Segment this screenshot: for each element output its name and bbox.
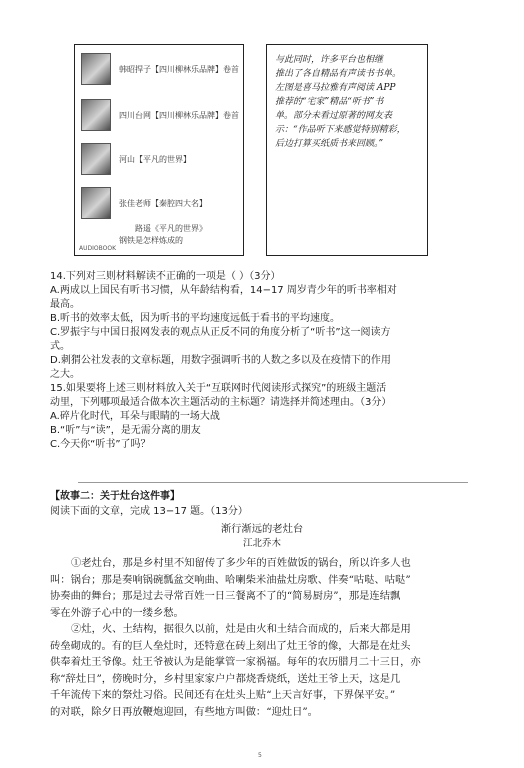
option-c-cont: 式。 bbox=[50, 341, 70, 352]
paragraph-line: 砖垒砌成的。有的巨人垒灶时，还特意在砖上刻出了灶王爷的像，大都是在灶头 bbox=[50, 639, 411, 652]
paragraph-line: 协奏曲的舞台；那是过去寻常百姓一日三餐离不了的“简易厨房”，那是连结飘 bbox=[50, 590, 401, 602]
book-title: 河山【平凡的世界】 bbox=[119, 154, 191, 164]
paragraph-line: 叫：锅台；那是奏响锅碗瓢盆交响曲、哈喇柴米油盐灶房歌、伴奏“咕哒、咕哒” bbox=[50, 573, 411, 586]
paragraph-line: 千年流传下来的祭灶习俗。民间还有在灶头上贴“上天言好事，下界保平安。” bbox=[50, 689, 396, 701]
option-a: A.两成以上国民有听书习惯，从年龄结构看，14−17 周岁青少年的听书率相对 bbox=[50, 285, 397, 296]
book-cover-icon bbox=[81, 143, 111, 175]
book-cover-icon bbox=[81, 187, 111, 219]
list-item bbox=[81, 139, 191, 179]
box-line: 单。部分未看过原著的网友表 bbox=[275, 111, 393, 121]
option-b: B.“听”与“读”，是无需分离的朋友 bbox=[50, 425, 201, 436]
option-b: B.听书的效率太低，因为听书的平均速度远低于看书的平均速度。 bbox=[50, 313, 341, 324]
question-15: 15.如果要将上述三则材料放入关于“互联网时代阅读形式探究”的班级主题活 bbox=[50, 383, 387, 394]
paragraph-line: 称“辞灶日”，傍晚时分，乡村里家家户户都烧香烧纸，送灶王爷上天，这是几 bbox=[50, 672, 401, 685]
box-line: 与此同时，许多平台也相继 bbox=[275, 55, 384, 65]
essay-author: 江北乔木 bbox=[242, 538, 281, 549]
list-item bbox=[81, 95, 239, 135]
questions-block bbox=[50, 270, 397, 452]
book-cover-icon bbox=[81, 53, 111, 85]
box-line: 示：“作品听下来感觉特别精彩， bbox=[275, 125, 406, 135]
section-divider bbox=[78, 482, 468, 483]
book-title: 韩昭捍子【四川柳林乐品牌】卷首 bbox=[119, 64, 239, 74]
image-footer: AUDIOBOOK bbox=[79, 245, 116, 252]
list-item bbox=[81, 49, 239, 89]
paragraph-line: ②灶，火、土结构，据很久以前，灶是由火和土结合而成的，后来大都是用 bbox=[71, 623, 411, 635]
list-item bbox=[81, 183, 207, 223]
option-d-cont: 之大。 bbox=[50, 369, 80, 380]
book-title: 钢铁是怎样炼成的 bbox=[119, 236, 183, 245]
book-title: 四川台网【四川柳林乐品牌】卷首 bbox=[119, 110, 239, 120]
option-d: D.刺猬公社发表的文章标题，用数字强调听书的人数之多以及在疫情下的作用 bbox=[50, 355, 391, 366]
paragraph-line: ①老灶台，那是乡村里不知留传了多少年的百姓做饭的锅台，所以许多人也 bbox=[71, 557, 411, 569]
paragraph-line: 零在外游子心中的一缕乡愁。 bbox=[50, 606, 184, 619]
option-c: C.罗振宇与中国日报网发表的观点从正反不同的角度分析了“听书”这一阅读方 bbox=[50, 327, 391, 338]
box-line: 推荐的“宅家”精品“听书”书 bbox=[275, 97, 384, 107]
essay-title: 渐行渐远的老灶台 bbox=[220, 523, 304, 535]
audiobook-list-image bbox=[74, 44, 244, 256]
question-15-cont: 动里，下列哪项最适合做本次主题活动的主标题？请选择并简述理由。（3分） bbox=[50, 397, 392, 408]
paragraph-line: 的对联，除夕日再放鞭炮迎回，有些地方叫做：“迎灶日”。 bbox=[50, 705, 318, 718]
book-cover-icon bbox=[81, 99, 111, 131]
book-title: 张佳老师【秦腔四大名】 bbox=[119, 198, 207, 208]
page-number: 5 bbox=[258, 752, 262, 759]
option-c: C.今天你“听书”了吗？ bbox=[50, 439, 151, 450]
section-heading: 【故事二：关于灶台这件事】 bbox=[50, 491, 180, 502]
instruction: 阅读下面的文章，完成 13−17 题。（13分） bbox=[50, 506, 248, 517]
book-title: 路遥《平凡的世界》 bbox=[135, 224, 207, 233]
box-line: 推出了各自精品有声读书书单。 bbox=[275, 69, 402, 79]
material-text-box bbox=[266, 44, 428, 256]
paragraph-line: 供奉着灶王爷像。灶王爷被认为是能掌管一家祸福。每年的农历腊月二十三日，亦 bbox=[50, 656, 421, 668]
box-line: 后边打算买纸质书来回顾。” bbox=[275, 139, 384, 149]
option-a: A.碎片化时代，耳朵与眼睛的一场大战 bbox=[50, 411, 220, 422]
box-line: 左图是喜马拉雅有声阅读 APP bbox=[275, 83, 396, 93]
essay-body bbox=[50, 555, 421, 720]
option-a-cont: 最高。 bbox=[50, 299, 80, 310]
question-14: 14.下列对三则材料解读不正确的一项是（ ）（3分） bbox=[50, 271, 281, 282]
